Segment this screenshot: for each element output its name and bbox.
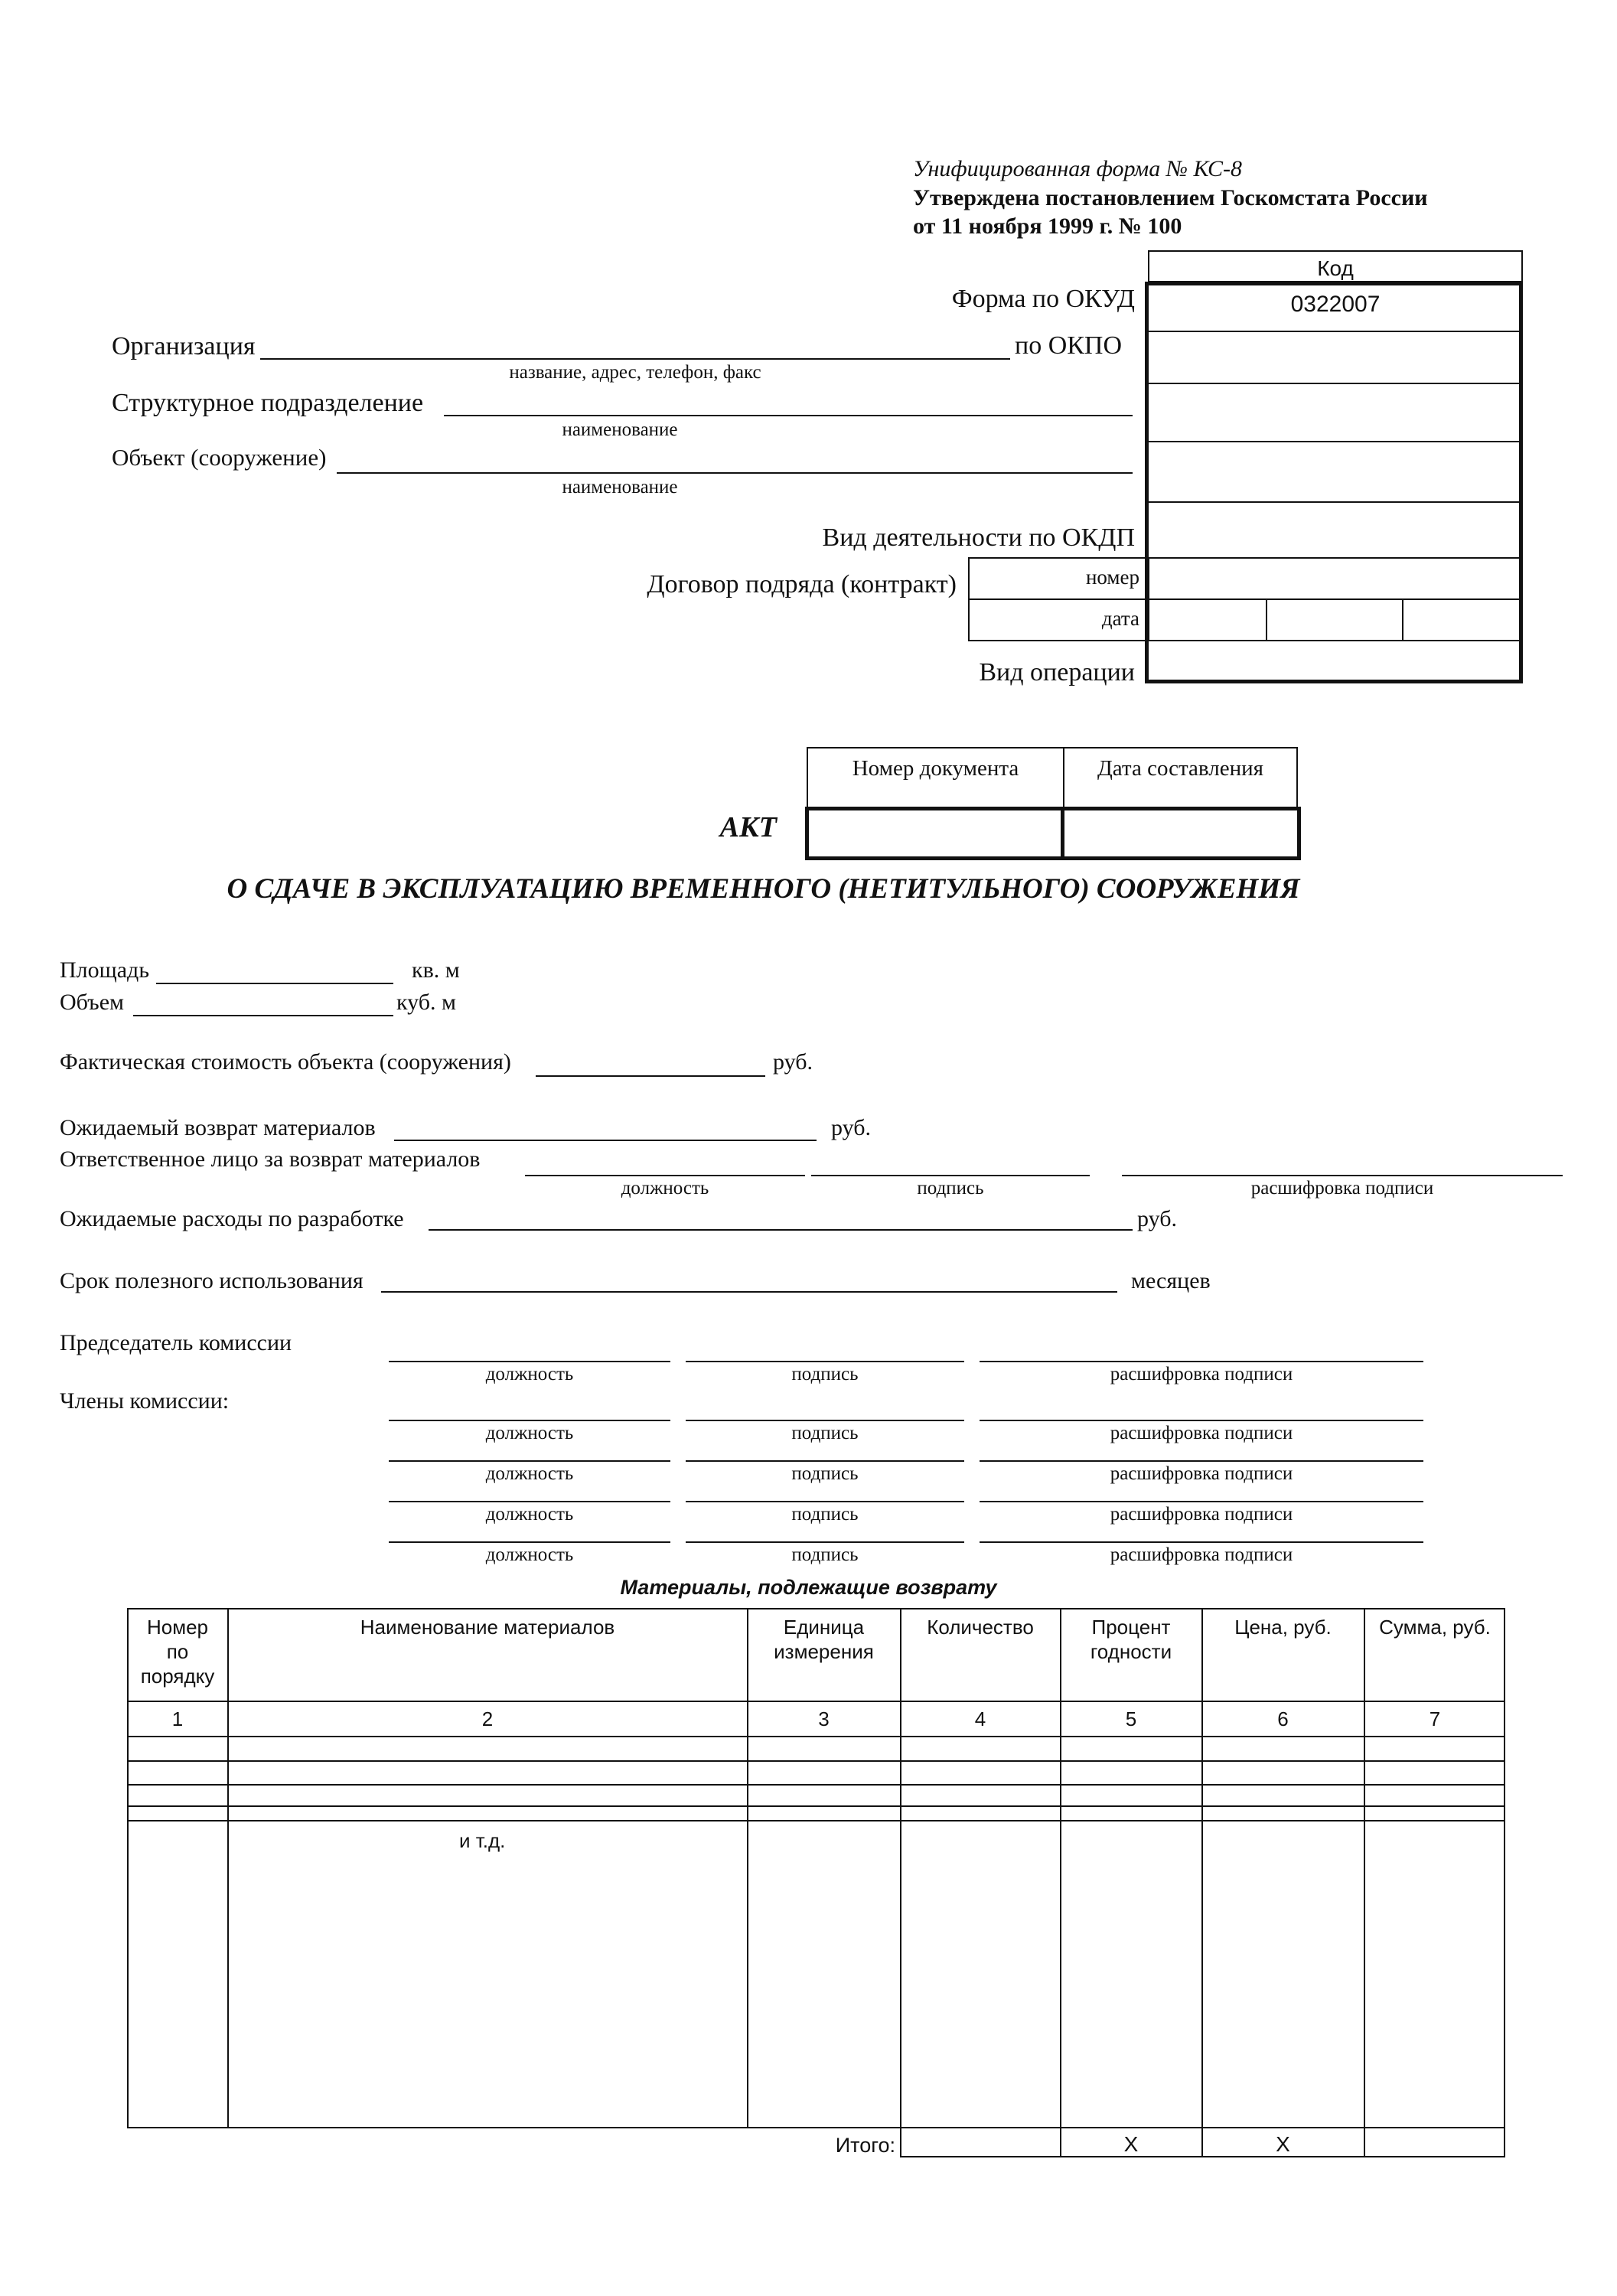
- member-signature-line[interactable]: [686, 1460, 964, 1462]
- code-header-cell: [1148, 250, 1523, 282]
- code-row-line: [1148, 640, 1523, 641]
- col-divider: [1201, 1608, 1203, 2128]
- actual-cost-unit: руб.: [773, 1049, 813, 1075]
- decoding-hint: расшифровка подписи: [1110, 1463, 1293, 1484]
- etc-text: и т.д.: [459, 1829, 506, 1852]
- signature-hint: подпись: [791, 1504, 859, 1525]
- decoding-hint: расшифровка подписи: [1110, 1504, 1293, 1525]
- okdp-label: Вид деятельности по ОКДП: [822, 523, 1135, 552]
- code-row-line: [1148, 501, 1523, 503]
- dismantling-line[interactable]: [429, 1229, 1133, 1231]
- division-line[interactable]: [444, 415, 1133, 416]
- volume-label: Объем: [60, 990, 124, 1015]
- doc-values-divider: [1061, 807, 1064, 860]
- okud-label: Форма по ОКУД: [951, 285, 1135, 313]
- member-position-line[interactable]: [389, 1501, 670, 1502]
- total-divider: [1364, 2128, 1365, 2157]
- area-line[interactable]: [156, 983, 393, 984]
- approved-line-1: Утверждена постановлением Госкомстата России: [913, 185, 1428, 210]
- chairman-position-line[interactable]: [389, 1361, 670, 1362]
- document-title: О СДАЧЕ В ЭКСПЛУАТАЦИЮ ВРЕМЕННОГО (НЕТИТУЛЬНОГО) СООРУЖЕНИЯ: [227, 873, 1300, 905]
- object-label: Объект (сооружение): [112, 444, 327, 471]
- responsible-signature-line[interactable]: [811, 1175, 1090, 1176]
- doc-values-box[interactable]: [805, 807, 1301, 860]
- materials-title: Материалы, подлежащие возврату: [620, 1576, 997, 1599]
- dismantling-unit: руб.: [1137, 1206, 1177, 1231]
- col-number: 7: [1429, 1707, 1441, 1730]
- contract-label: Договор подряда (контракт): [647, 570, 957, 598]
- approved-line-2: от 11 ноября 1999 г. № 100: [913, 214, 1182, 239]
- col-header-line: измерения: [774, 1640, 874, 1663]
- signature-hint: подпись: [791, 1364, 859, 1384]
- area-unit: кв. м: [412, 957, 460, 983]
- position-hint: должность: [485, 1463, 574, 1484]
- table-row-line: [127, 1805, 1505, 1807]
- number-label: номер: [1085, 566, 1139, 589]
- date-divider: [1266, 598, 1267, 640]
- organization-hint: название, адрес, телефон, факс: [509, 362, 761, 383]
- total-price-x: X: [1276, 2132, 1290, 2156]
- total-label: Итого:: [835, 2134, 895, 2157]
- doc-number-header-cell: [807, 747, 1064, 808]
- col-number: 5: [1125, 1707, 1137, 1730]
- col-header-name: [229, 1615, 746, 1639]
- col-header-price: [1203, 1615, 1363, 1639]
- col-divider: [227, 1608, 229, 2128]
- useful-life-label: Срок полезного использования: [60, 1268, 363, 1293]
- form-name: Унифицированная форма № КС-8: [913, 156, 1243, 181]
- table-row-line: [127, 1760, 1505, 1762]
- doc-date-header: Дата составления: [1097, 756, 1263, 781]
- code-row-line: [1148, 383, 1523, 384]
- position-hint: должность: [485, 1504, 574, 1525]
- code-row-line: [1148, 331, 1523, 332]
- code-box: [1145, 282, 1523, 683]
- division-hint: наименование: [562, 419, 678, 440]
- header-row-line: [127, 1701, 1505, 1702]
- useful-life-unit: месяцев: [1131, 1268, 1211, 1293]
- okud-code: 0322007: [1290, 292, 1381, 317]
- col-header-line: Единица: [783, 1616, 865, 1639]
- member-decoding-line[interactable]: [980, 1541, 1423, 1543]
- decoding-hint: расшифровка подписи: [1110, 1364, 1293, 1384]
- col-header-number: [129, 1615, 227, 1688]
- members-label: Члены комиссии:: [60, 1388, 230, 1414]
- table-row-line: [127, 1820, 1505, 1821]
- organization-line[interactable]: [260, 358, 1010, 360]
- dismantling-label: Ожидаемые расходы по разработке: [60, 1206, 404, 1231]
- signature-hint: подпись: [791, 1544, 859, 1565]
- member-signature-line[interactable]: [686, 1420, 964, 1421]
- col-header-line: Номер: [146, 1616, 209, 1639]
- code-row-line: [1148, 557, 1523, 559]
- contract-divider: [968, 598, 1149, 600]
- col-number: 3: [818, 1707, 830, 1730]
- member-position-line[interactable]: [389, 1420, 670, 1421]
- member-decoding-line[interactable]: [980, 1460, 1423, 1462]
- col-header-unit: [748, 1615, 899, 1664]
- member-decoding-line[interactable]: [980, 1501, 1423, 1502]
- actual-cost-label: Фактическая стоимость объекта (сооружения): [60, 1049, 511, 1075]
- position-hint: должность: [621, 1178, 709, 1199]
- col-header-line: годности: [1090, 1640, 1172, 1663]
- act-label: АКТ: [719, 811, 777, 843]
- doc-date-header-cell: [1063, 747, 1298, 808]
- col-header-line: Процент: [1091, 1616, 1171, 1639]
- object-line[interactable]: [337, 472, 1133, 474]
- doc-number-header: Номер документа: [852, 756, 1019, 781]
- col-header-line: Количество: [927, 1616, 1034, 1639]
- col-header-line: Сумма, руб.: [1379, 1616, 1491, 1639]
- position-hint: должность: [485, 1423, 574, 1443]
- col-divider: [1060, 1608, 1061, 2128]
- volume-line[interactable]: [133, 1015, 393, 1016]
- total-divider: [900, 2128, 901, 2157]
- code-row-line: [1148, 441, 1523, 442]
- col-header-line: Наименование материалов: [360, 1616, 615, 1639]
- total-percent-x: X: [1123, 2132, 1139, 2156]
- signature-hint: подпись: [791, 1463, 859, 1484]
- col-number: 2: [481, 1707, 494, 1730]
- col-header-sum: [1365, 1615, 1505, 1639]
- position-hint: должность: [485, 1364, 574, 1384]
- col-divider: [1364, 1608, 1365, 2128]
- okpo-label: по ОКПО: [1015, 331, 1123, 360]
- expected-return-label: Ожидаемый возврат материалов: [60, 1115, 376, 1140]
- col-header-line: по: [166, 1640, 189, 1663]
- materials-table: [127, 1608, 1505, 2128]
- col-divider: [900, 1608, 901, 2128]
- chairman-label: Председатель комиссии: [60, 1330, 292, 1355]
- division-label: Структурное подразделение: [112, 389, 424, 417]
- col-number: 6: [1277, 1707, 1289, 1730]
- col-number: 1: [171, 1707, 184, 1730]
- chairman-decoding-line[interactable]: [980, 1361, 1423, 1362]
- member-signature-line[interactable]: [686, 1501, 964, 1502]
- chairman-signature-line[interactable]: [686, 1361, 964, 1362]
- signature-hint: подпись: [917, 1178, 984, 1199]
- operation-label: Вид операции: [979, 658, 1135, 687]
- col-header-line: Цена, руб.: [1234, 1616, 1332, 1639]
- decoding-hint: расшифровка подписи: [1250, 1178, 1434, 1199]
- member-decoding-line[interactable]: [980, 1420, 1423, 1421]
- code-header: Код: [1317, 256, 1354, 280]
- object-hint: наименование: [562, 477, 678, 497]
- date-divider: [1402, 598, 1403, 640]
- col-number: 4: [974, 1707, 986, 1730]
- signature-hint: подпись: [791, 1423, 859, 1443]
- col-header-quantity: [901, 1615, 1059, 1639]
- decoding-hint: расшифровка подписи: [1110, 1544, 1293, 1565]
- col-divider: [747, 1608, 748, 2128]
- col-header-line: порядку: [140, 1665, 215, 1688]
- useful-life-line[interactable]: [381, 1291, 1117, 1293]
- responsible-label: Ответственное лицо за возврат материалов: [60, 1146, 481, 1172]
- organization-label: Организация: [112, 332, 256, 360]
- expected-return-unit: руб.: [831, 1115, 871, 1140]
- expected-return-line[interactable]: [394, 1140, 817, 1141]
- member-signature-line[interactable]: [686, 1541, 964, 1543]
- decoding-hint: расшифровка подписи: [1110, 1423, 1293, 1443]
- area-label: Площадь: [60, 957, 149, 983]
- code-row-line: [1148, 598, 1523, 600]
- col-header-percent: [1061, 1615, 1201, 1664]
- table-row-line: [127, 1784, 1505, 1786]
- date-label: дата: [1101, 607, 1139, 630]
- member-position-line[interactable]: [389, 1460, 670, 1462]
- position-hint: должность: [485, 1544, 574, 1565]
- actual-cost-line[interactable]: [536, 1075, 765, 1077]
- volume-unit: куб. м: [396, 990, 457, 1015]
- number-row-line: [127, 1736, 1505, 1737]
- responsible-position-line[interactable]: [525, 1175, 805, 1176]
- member-position-line[interactable]: [389, 1541, 670, 1543]
- responsible-decoding-line[interactable]: [1122, 1175, 1563, 1176]
